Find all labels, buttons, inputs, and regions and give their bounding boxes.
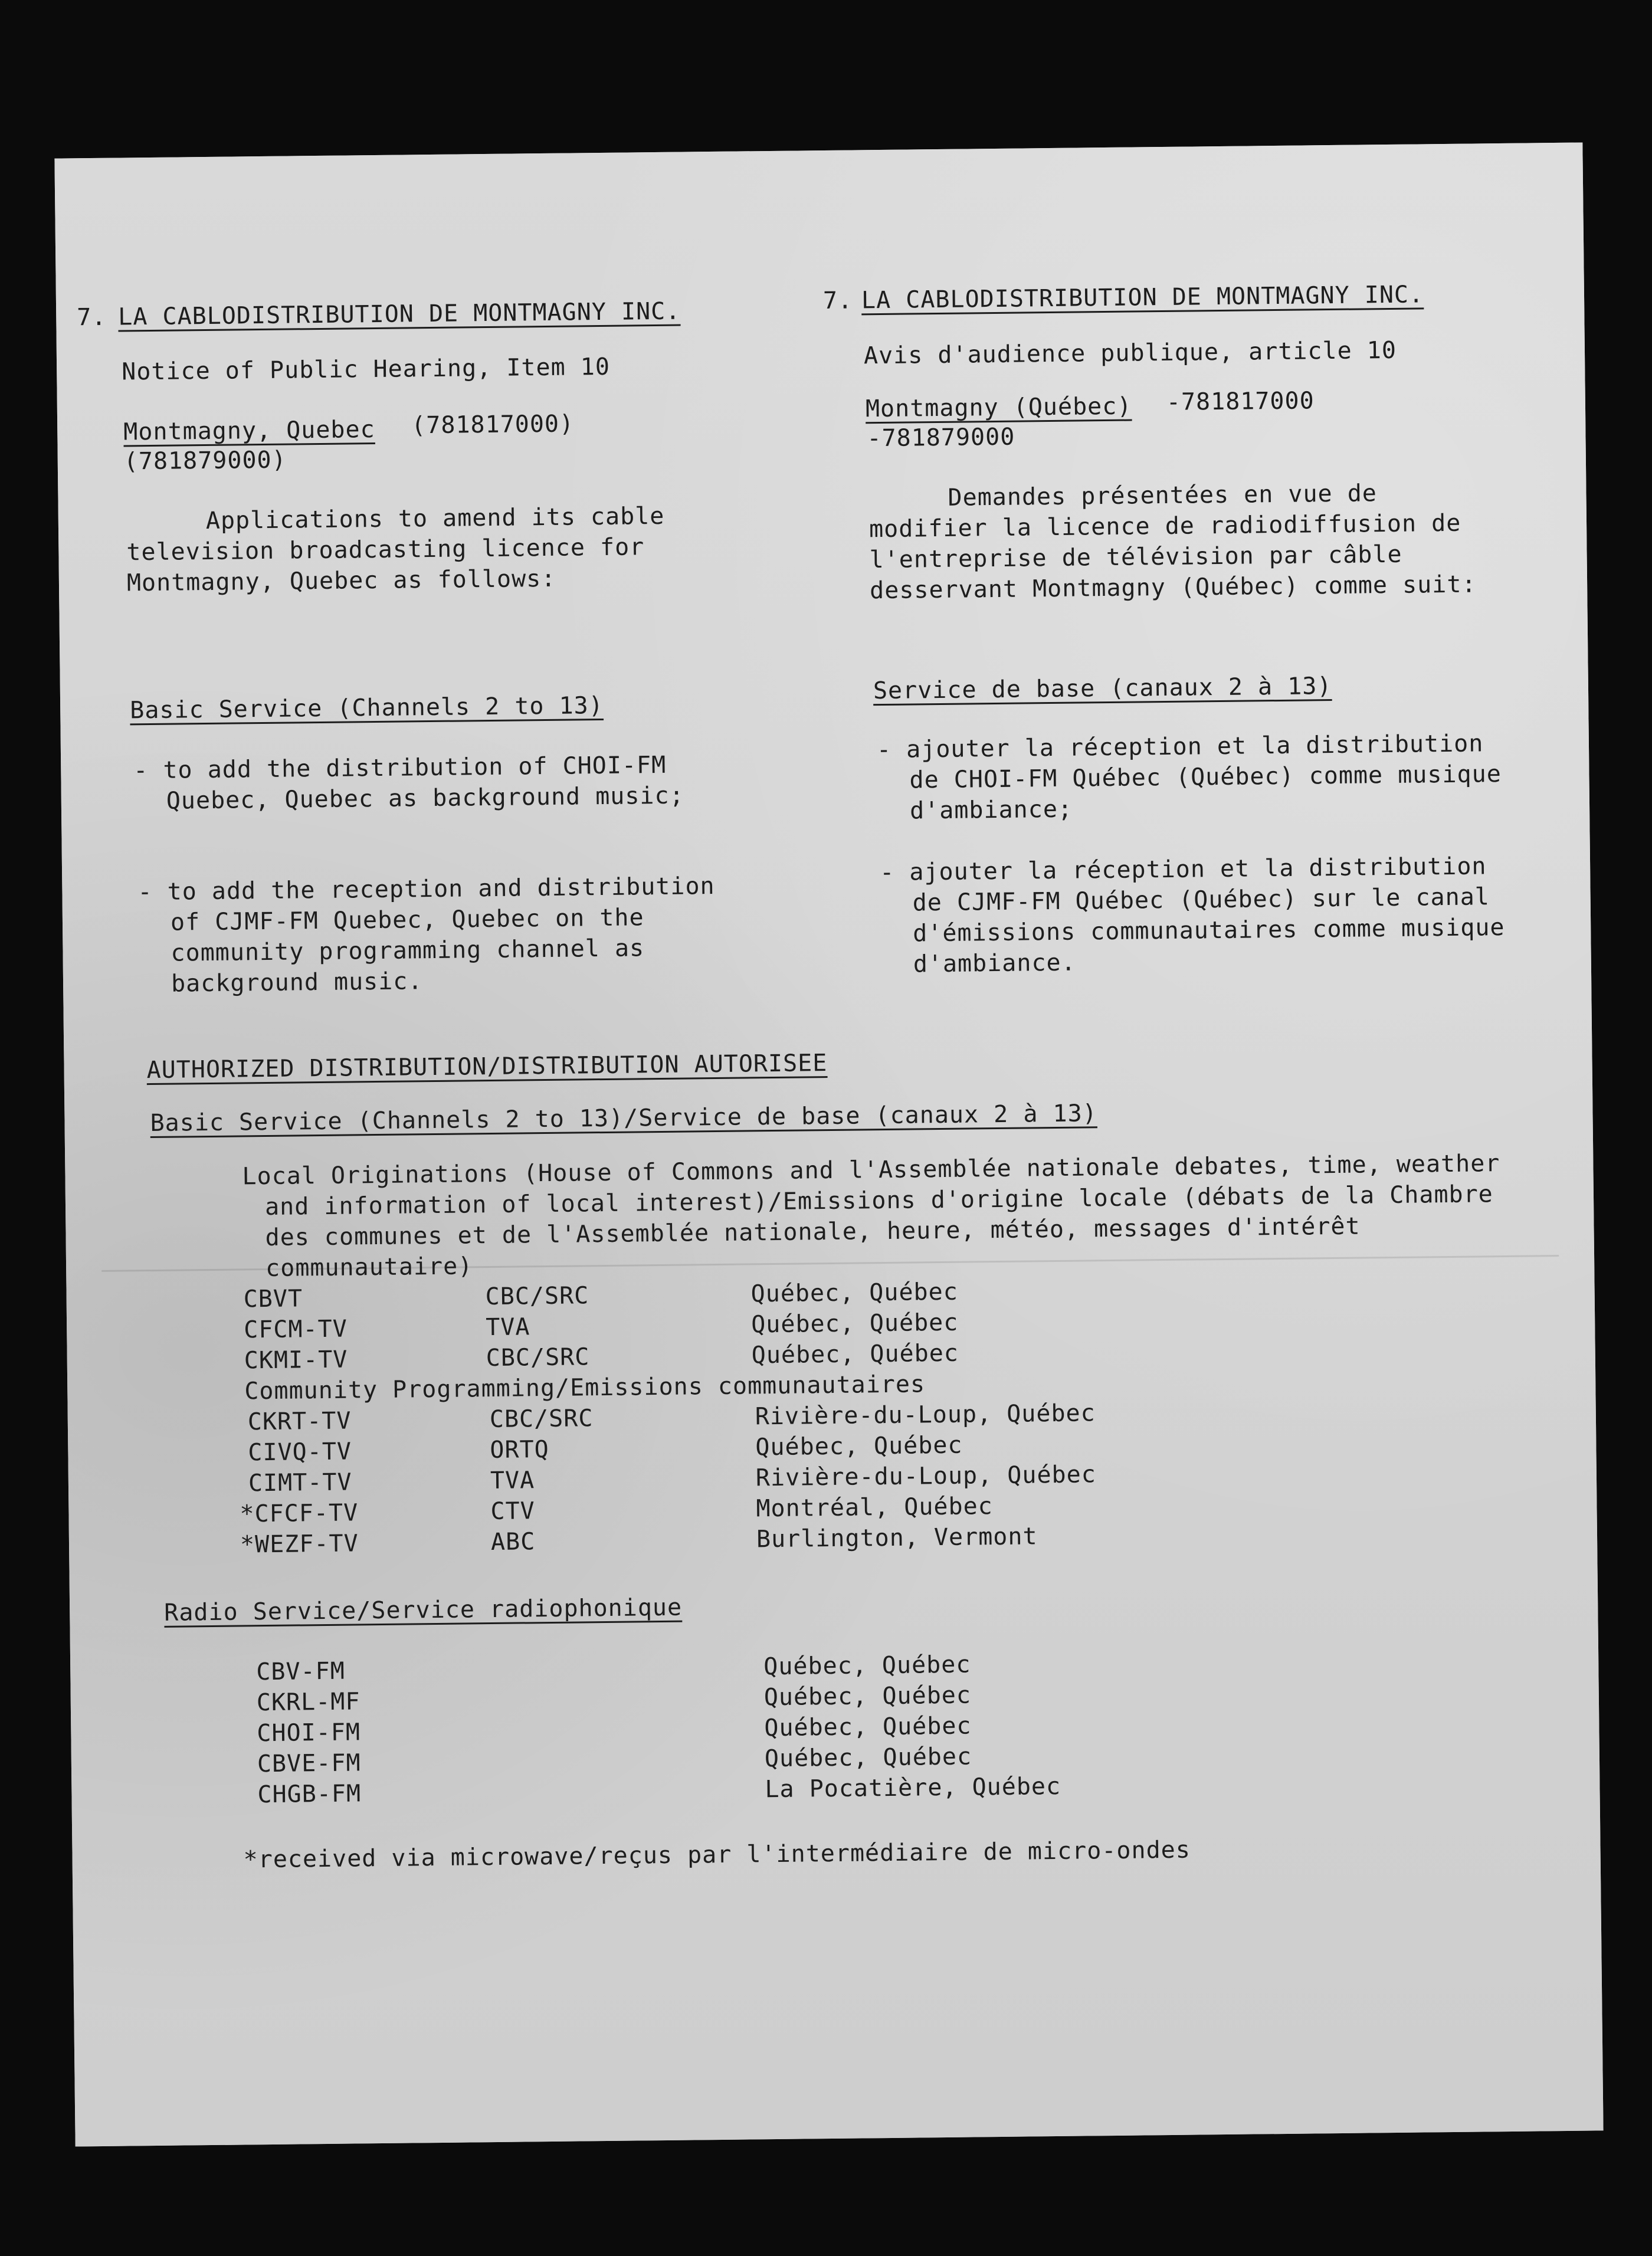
tv-call-sign: CIVQ-TV [248,1438,352,1467]
left-intro-line: Montmagny, Quebec as follows: [126,565,556,597]
tv-network: ORTQ [490,1435,549,1464]
right-service-heading: Service de base (canaux 2 à 13) [873,673,1332,705]
left-number-a: (781817000) [411,410,575,440]
tv-city: Montréal, Québec [756,1493,993,1523]
footnote: *received via microwave/reçus par l'intermédiaire de micro-ondes [243,1836,1191,1874]
left-service-heading: Basic Service (Channels 2 to 13) [129,691,604,724]
right-number-b: -781879000 [867,423,1015,452]
left-number-b: (781879000) [123,446,287,476]
left-location: Montmagny, Quebec [123,415,375,446]
right-bullet-line: - ajouter la réception et la distribution [876,730,1484,764]
document-page [54,143,1603,2147]
tv-network: CTV [490,1497,535,1526]
local-originations-line: Local Originations (House of Commons and l'Assemblée nationale debates, time, weather [242,1150,1500,1191]
radio-call-sign: CKRL-MF [256,1688,360,1717]
tv-call-sign: CIMT-TV [248,1468,352,1497]
left-bullet-line: Quebec, Quebec as background music; [166,782,684,815]
right-bullet-line: de CHOI-FM Québec (Québec) comme musique [909,760,1502,794]
right-item-number: 7. [822,287,853,315]
right-intro-line: desservant Montmagny (Québec) comme suit: [869,570,1477,605]
left-bullet-line: background music. [171,968,423,998]
tv-network: CBC/SRC [486,1343,590,1372]
tv-network: ABC [490,1528,536,1556]
radio-city: Québec, Québec [764,1743,972,1773]
authorized-heading: AUTHORIZED DISTRIBUTION/DISTRIBUTION AUTORISEE [146,1050,828,1084]
right-number-a: -781817000 [1166,387,1315,416]
radio-city: La Pocatière, Québec [765,1772,1061,1804]
tv-call-sign: CKMI-TV [244,1346,348,1375]
radio-call-sign: CHGB-FM [257,1780,362,1809]
left-intro-line: television broadcasting licence for [126,533,645,566]
tv-city: Québec, Québec [750,1309,959,1339]
tv-city: Québec, Québec [751,1339,959,1369]
tv-call-sign: *WEZF-TV [240,1530,359,1559]
right-notice: Avis d'audience publique, article 10 [863,336,1397,370]
left-heading: LA CABLODISTRIBUTION DE MONTMAGNY INC. [118,297,681,331]
tv-city: Rivière-du-Loup, Québec [755,1461,1097,1492]
radio-service-heading: Radio Service/Service radiophonique [164,1593,683,1627]
radio-call-sign: CBVE-FM [257,1749,361,1778]
tv-network: TVA [490,1467,535,1495]
tv-city: Burlington, Vermont [756,1523,1038,1553]
left-bullet-line: - to add the reception and distribution [137,873,715,906]
left-bullet-line: - to add the distribution of CHOI-FM [133,751,667,785]
basic-service-heading: Basic Service (Channels 2 to 13)/Service de base (canaux 2 à 13) [150,1100,1097,1137]
left-intro-line: Applications to amend its cable [205,502,665,535]
local-originations-line: communautaire) [265,1252,473,1283]
left-notice: Notice of Public Hearing, Item 10 [121,353,611,386]
local-originations-line: des communes et de l'Assemblée nationale, heure, météo, messages d'intérêt [265,1212,1361,1252]
tv-call-sign: CFCM-TV [243,1315,348,1344]
right-bullet-line: de CJMF-FM Québec (Québec) sur le canal [912,883,1490,917]
radio-call-sign: CHOI-FM [257,1719,361,1747]
left-item-number: 7. [77,303,107,332]
tv-call-sign: CKRT-TV [247,1407,352,1436]
radio-city: Québec, Québec [764,1712,972,1742]
radio-city: Québec, Québec [763,1681,972,1711]
right-location: Montmagny (Québec) [865,392,1132,423]
right-heading: LA CABLODISTRIBUTION DE MONTMAGNY INC. [861,281,1424,314]
radio-city: Québec, Québec [763,1651,971,1681]
tv-network: CBC/SRC [489,1405,594,1434]
right-intro-line: l'entreprise de télévision par câble [869,540,1402,574]
left-bullet-line: of CJMF-FM Quebec, Quebec on the [170,904,644,936]
right-intro-line: modifier la licence de radiodiffusion de [868,509,1461,543]
tv-city: Rivière-du-Loup, Québec [755,1399,1096,1431]
tv-call-sign: CBVT [243,1285,303,1313]
tv-call-sign: *CFCF-TV [240,1499,359,1528]
community-programming-label: Community Programming/Emissions communautaires [244,1370,926,1405]
left-bullet-line: community programming channel as [171,934,645,967]
tv-network: CBC/SRC [485,1282,589,1311]
tv-city: Québec, Québec [750,1278,959,1308]
right-bullet-line: d'ambiance. [913,949,1076,978]
tv-network: TVA [485,1313,530,1342]
right-bullet-line: d'ambiance; [909,795,1073,825]
local-originations-line: and information of local interest)/Emissions d'origine locale (débats de la Chambre [264,1181,1493,1221]
right-bullet-line: d'émissions communautaires comme musique [913,913,1505,947]
radio-call-sign: CBV-FM [256,1657,346,1686]
tv-city: Québec, Québec [755,1431,963,1461]
right-bullet-line: - ajouter la réception et la distribution [879,852,1487,887]
right-intro-line: Demandes présentées en vue de [948,480,1378,511]
